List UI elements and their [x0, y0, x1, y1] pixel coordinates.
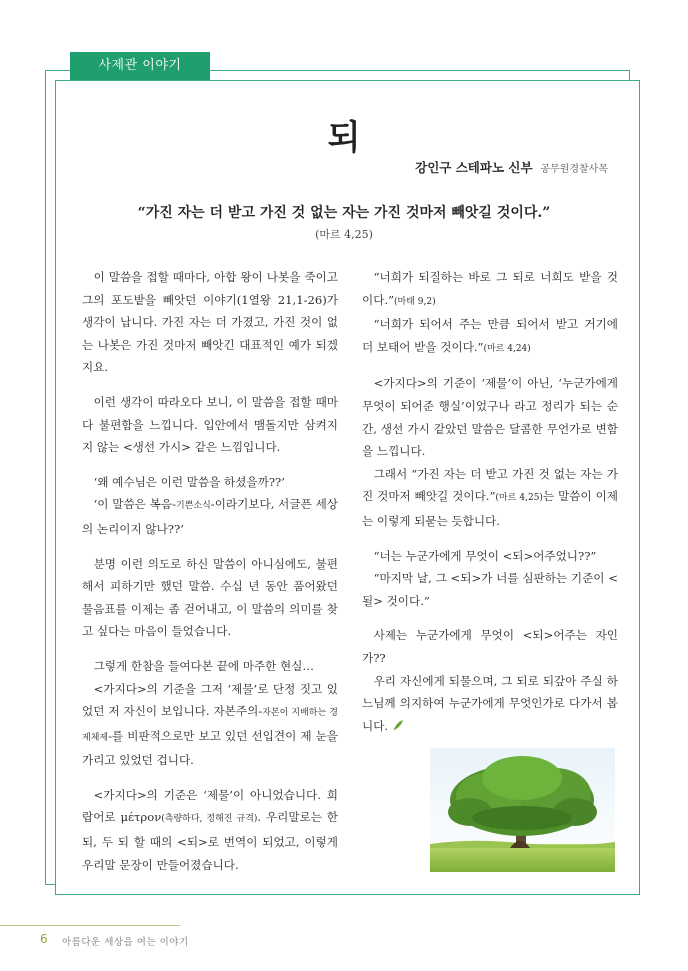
paragraph: “너희가 되질하는 바로 그 되로 너희도 받을 것이다.”(마태 9,2) [362, 270, 618, 307]
paragraph: 분명 이런 의도로 하신 말씀이 아니심에도, 불편해서 피하기만 했던 말씀. 수십 년 동안 품어왔던 물음표를 이제는 좀 걷어내고, 이 말씀의 의미를 찾고 싶다는 마음이 들었습니다. [82, 556, 338, 639]
paragraph: 우리 자신에게 되물으며, 그 되로 되갚아 주실 하느님께 의지하여 누군가에게 무엇인가로 다가서 봅니다. [362, 673, 618, 733]
lead-quote: “가진 자는 더 받고 가진 것 없는 자는 가진 것마저 빼앗길 것이다.” [137, 205, 551, 221]
paragraph: ‘이 말씀은 복음-기쁜소식-이라기보다, 서글픈 세상의 논리이지 않나??’ [82, 497, 338, 536]
page-number: 6 [40, 932, 48, 946]
author-role: 공무원경찰사목 [540, 164, 608, 175]
paragraph: “너는 누군가에게 무엇이 <되>어주었니??” [373, 548, 597, 563]
section-tab: 사제관 이야기 [70, 52, 210, 80]
paragraph: “마지막 날, 그 <되>가 너를 심판하는 기준이 <될> 것이다.” [362, 571, 618, 608]
paragraph: 그래서 “가진 자는 더 받고 가진 것 없는 자는 가진 것마저 빼앗길 것이다.”(마르 4,25)는 말씀이 이제는 이렇게 되묻는 듯합니다. [362, 466, 619, 528]
right-column [362, 266, 618, 737]
paragraph: “너희가 되어서 주는 만큼 되어서 받고 거기에 더 보태어 받을 것이다.”(마르 4,24) [362, 317, 618, 354]
leaf-icon [392, 719, 404, 731]
paragraph: 사제는 누군가에게 무엇이 <되>어주는 자인가?? [362, 628, 618, 665]
paragraph: <가지다>의 기준은 ‘제물’이 아니었습니다. 희랍어로 μέτρον(측량하다, 정해진 규격). 우리말로는 한 되, 두 되 할 때의 <되>로 번역이 되었고, 이렇게 우리말 문장이 만들어졌습니다. [82, 787, 338, 872]
author-name: 강인구 스테파노 신부 [415, 160, 533, 175]
magazine-title: 아름다운 세상을 여는 이야기 [62, 937, 189, 948]
paragraph: <가지다>의 기준이 ‘제물’이 아닌, ‘누군가에게 무엇이 되어준 행실’이었구나 라고 정리가 되는 순간, 생선 가시 같았던 말씀은 달콤한 무언가로 변함을 느낍니다. [362, 376, 618, 459]
left-column [82, 266, 338, 876]
paragraph: <가지다>의 기준을 그저 ‘제물’로 단정 짓고 있었던 저 자신이 보입니다. 자본주의-자본이 지배하는 경제체제-를 비판적으로만 보고 있던 선입견이 제 눈을 가리고 있었던 겁니다. [82, 681, 339, 768]
paragraph: ‘왜 예수님은 이런 말씀을 하셨을까??’ [93, 474, 285, 489]
tree-photo [430, 748, 615, 872]
paragraph: 이런 생각이 따라오다 보니, 이 말씀을 접할 때마다 불편함을 느낍니다. 입안에서 맴돌지만 삼켜지지 않는 <생선 가시> 같은 느낌입니다. [82, 394, 338, 455]
paragraph: 그렇게 한참을 들여다본 끝에 마주한 현실… [93, 658, 315, 673]
article-title: 되 [327, 118, 361, 158]
footer-rule [0, 925, 180, 926]
lead-quote-reference: (마르 4,25) [315, 228, 373, 241]
author-line [415, 158, 608, 176]
paragraph: 이 말씀을 접할 때마다, 아합 왕이 나봇을 죽이고 그의 포도밭을 빼앗던 이야기(1열왕 21,1-26)가 생각이 납니다. 가진 자는 더 가졌고, 가진 것이 없는 나봇은 가진 것마저 빼앗긴 대표적인 예가 되겠지요. [82, 270, 338, 375]
